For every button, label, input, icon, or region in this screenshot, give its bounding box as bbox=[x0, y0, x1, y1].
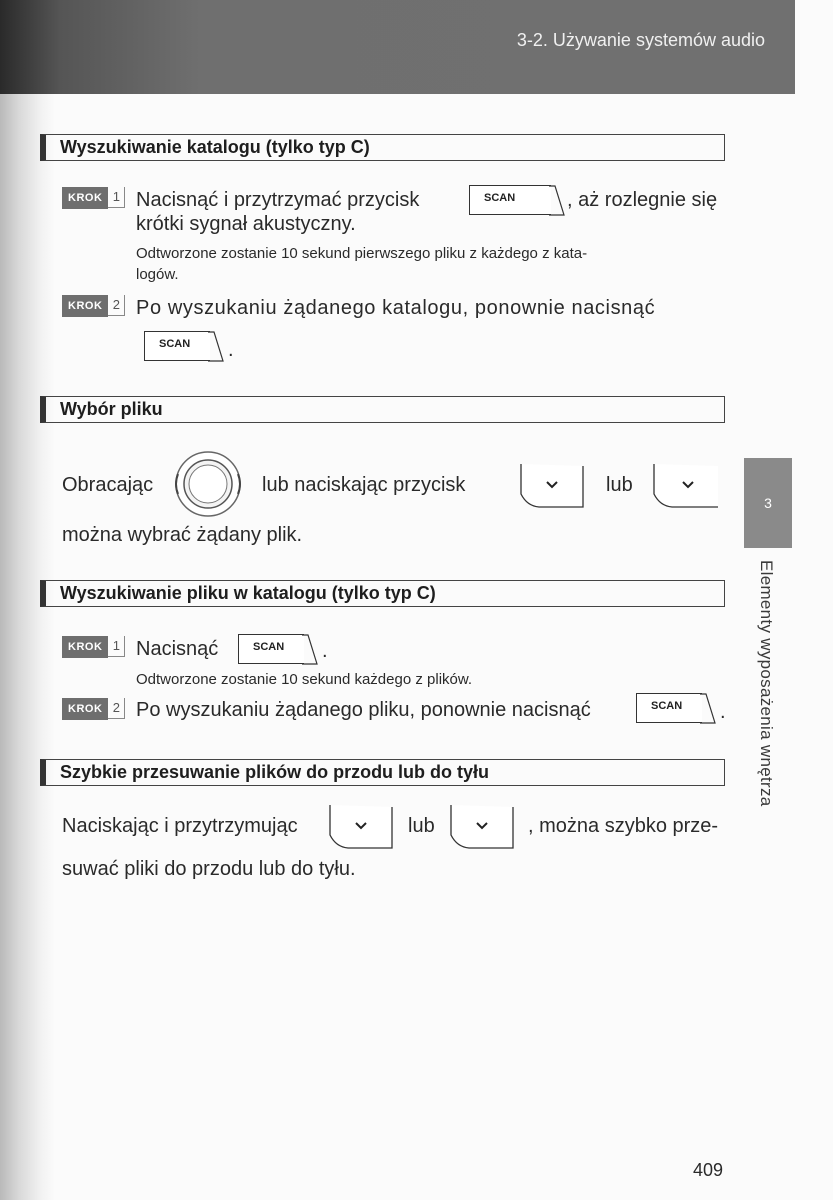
body-text: , można szybko prze- bbox=[528, 815, 719, 837]
step-text: Nacisnąć bbox=[136, 638, 219, 660]
scan-button bbox=[469, 185, 551, 215]
scan-button-corner bbox=[700, 693, 716, 725]
body-text: lub naciskając przycisk bbox=[262, 474, 466, 496]
page-header bbox=[0, 0, 795, 94]
step-text: krótki sygnał akustyczny. bbox=[136, 213, 356, 235]
section-heading-folder-search bbox=[40, 134, 725, 161]
section-heading-fast-forward bbox=[40, 759, 725, 786]
section-heading-text: Wyszukiwanie pliku w katalogu (tylko typ C) bbox=[60, 583, 436, 603]
krok-label: KROK bbox=[62, 295, 108, 317]
scan-button bbox=[636, 693, 702, 723]
body-text: suwać pliki do przodu lub do tyłu. bbox=[62, 858, 356, 880]
step-number: 2 bbox=[108, 698, 125, 719]
section-heading-file-search bbox=[40, 580, 725, 607]
body-text: lub bbox=[408, 815, 435, 837]
step-end: . bbox=[228, 339, 234, 361]
krok-step-2 bbox=[62, 295, 125, 317]
step-end: . bbox=[322, 640, 328, 662]
section-heading-text: Wybór pliku bbox=[60, 399, 163, 419]
body-text: można wybrać żądany plik. bbox=[62, 524, 303, 546]
body-text: Naciskając i przytrzymując bbox=[62, 815, 298, 837]
scan-button-corner bbox=[549, 185, 565, 217]
scan-button-label: SCAN bbox=[159, 338, 191, 350]
section-heading-text: Szybkie przesuwanie plików do przodu lub do tyłu bbox=[60, 762, 490, 782]
krok-step-1 bbox=[62, 187, 125, 209]
body-text: Obracając bbox=[62, 474, 154, 496]
scan-button-corner bbox=[302, 634, 318, 666]
krok-label: KROK bbox=[62, 698, 108, 720]
step-end: . bbox=[720, 701, 726, 723]
scan-button bbox=[144, 331, 210, 361]
down-button-icon bbox=[652, 464, 718, 509]
section-heading-text: Wyszukiwanie katalogu (tylko typ C) bbox=[60, 137, 370, 157]
chapter-tab: 3 bbox=[744, 458, 792, 548]
body-text: lub bbox=[606, 474, 633, 496]
krok-label: KROK bbox=[62, 636, 108, 658]
down-button-icon bbox=[328, 805, 394, 850]
section-heading-file-select bbox=[40, 396, 725, 423]
scan-button-label: SCAN bbox=[253, 641, 285, 653]
krok-step-1 bbox=[62, 636, 125, 658]
chapter-vertical-label: Elementy wyposażenia wnętrza bbox=[757, 560, 776, 807]
step-text: Po wyszukaniu żądanego pliku, ponownie nacisnąć bbox=[136, 699, 591, 721]
down-button-icon bbox=[449, 805, 515, 850]
scan-button-label: SCAN bbox=[651, 700, 683, 712]
step-number: 1 bbox=[108, 187, 125, 208]
step-number: 2 bbox=[108, 295, 125, 316]
page-number: 409 bbox=[692, 1160, 723, 1180]
tune-knob-icon bbox=[172, 444, 244, 524]
step-text: , aż rozlegnie się bbox=[567, 189, 718, 211]
step-text: Po wyszukaniu żądanego katalogu, ponownie nacisnąć bbox=[136, 297, 656, 319]
step-note: logów. bbox=[136, 266, 179, 283]
scan-button-corner bbox=[208, 331, 224, 363]
step-note: Odtworzone zostanie 10 sekund każdego z plików. bbox=[136, 671, 473, 688]
down-button-icon bbox=[519, 464, 585, 509]
step-number: 1 bbox=[108, 636, 125, 657]
krok-step-2 bbox=[62, 698, 125, 720]
scan-button-label: SCAN bbox=[484, 192, 516, 204]
step-text: Nacisnąć i przytrzymać przycisk bbox=[136, 189, 420, 211]
header-title: 3-2. Używanie systemów audio bbox=[516, 30, 765, 50]
krok-label: KROK bbox=[62, 187, 108, 209]
step-note: Odtworzone zostanie 10 sekund pierwszego pliku z każdego z kata- bbox=[136, 245, 588, 262]
scan-button bbox=[238, 634, 304, 664]
